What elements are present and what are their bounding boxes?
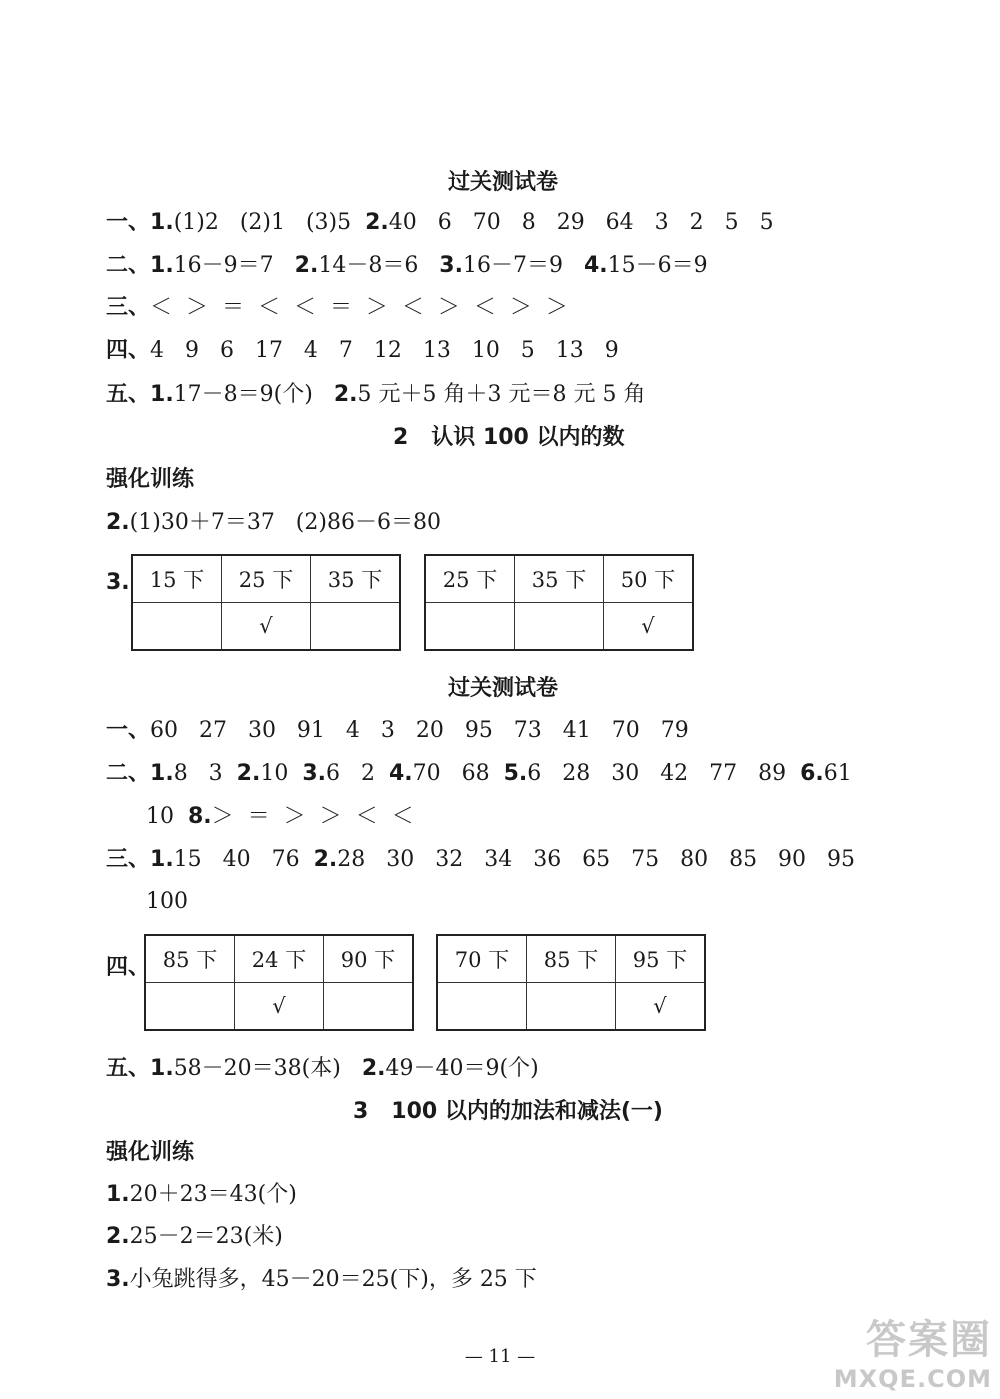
section-title: 过关测试卷 bbox=[448, 676, 559, 701]
table-mark-cell bbox=[324, 983, 414, 1031]
answer-table bbox=[144, 934, 414, 1031]
answer-table bbox=[131, 554, 401, 651]
table-header-cell: 35 下 bbox=[515, 555, 604, 603]
answer-line: 100 bbox=[146, 889, 188, 914]
table-mark-cell: √ bbox=[616, 983, 706, 1031]
answer-line: 二、1.8 3 2.10 3.6 2 4.70 68 5.6 28 30 42 77 89 6.61 bbox=[106, 761, 852, 786]
table-mark-cell: √ bbox=[222, 603, 311, 651]
question-label: 四、 bbox=[106, 955, 151, 980]
chapter-title: 3 100 以内的加法和减法(一) bbox=[353, 1099, 663, 1124]
watermark-logo: 答案圈 MXQE.COM bbox=[833, 1317, 992, 1393]
answer-line: 2.(1)30＋7＝37 (2)86－6＝80 bbox=[106, 510, 441, 535]
table-header-cell: 90 下 bbox=[324, 935, 414, 983]
table-mark-cell bbox=[132, 603, 222, 651]
table-mark-cell bbox=[425, 603, 515, 651]
table-mark-cell: √ bbox=[604, 603, 694, 651]
table-header-cell: 95 下 bbox=[616, 935, 706, 983]
table-mark-cell bbox=[515, 603, 604, 651]
table-header-cell: 85 下 bbox=[527, 935, 616, 983]
section-title: 过关测试卷 bbox=[448, 170, 559, 195]
table-header-cell: 35 下 bbox=[311, 555, 401, 603]
table-header-cell: 50 下 bbox=[604, 555, 694, 603]
answer-line: 四、4 9 6 17 4 7 12 13 10 5 13 9 bbox=[106, 338, 619, 363]
page-number: — 11 — bbox=[464, 1346, 536, 1367]
table-header-cell: 25 下 bbox=[425, 555, 515, 603]
answer-line: 一、1.(1)2 (2)1 (3)5 2.40 6 70 8 29 64 3 2 5 5 bbox=[106, 210, 774, 235]
answer-line: 三、＜ ＞ ＝ ＜ ＜ ＝ ＞ ＜ ＞ ＜ ＞ ＞ bbox=[106, 295, 568, 320]
table-header-cell: 24 下 bbox=[235, 935, 324, 983]
table-mark-cell: √ bbox=[235, 983, 324, 1031]
answer-line: 三、1.15 40 76 2.28 30 32 34 36 65 75 80 85 90 95 bbox=[106, 847, 856, 872]
answer-line: 二、1.16－9＝7 2.14－8＝6 3.16－7＝9 4.15－6＝9 bbox=[106, 253, 708, 278]
answer-table bbox=[424, 554, 694, 651]
answer-line: 1.20＋23＝43(个) bbox=[106, 1182, 297, 1207]
answer-line: 2.25－2＝23(米) bbox=[106, 1224, 283, 1249]
answer-line: 10 8.＞ ＝ ＞ ＞ ＜ ＜ bbox=[146, 804, 414, 829]
table-mark-cell bbox=[311, 603, 401, 651]
answer-line: 一、60 27 30 91 4 3 20 95 73 41 70 79 bbox=[106, 718, 689, 743]
table-header-cell: 15 下 bbox=[132, 555, 222, 603]
table-header-cell: 70 下 bbox=[437, 935, 527, 983]
subtitle: 强化训练 bbox=[106, 1140, 195, 1165]
table-header-cell: 25 下 bbox=[222, 555, 311, 603]
table-mark-cell bbox=[145, 983, 235, 1031]
table-mark-cell bbox=[437, 983, 527, 1031]
answer-line: 3.小兔跳得多，45－20＝25(下)，多 25 下 bbox=[106, 1267, 537, 1292]
answer-table bbox=[436, 934, 706, 1031]
answer-line: 五、1.58－20＝38(本) 2.49－40＝9(个) bbox=[106, 1056, 539, 1081]
question-label: 3. bbox=[106, 570, 130, 595]
answer-line: 五、1.17－8＝9(个) 2.5 元＋5 角＋3 元＝8 元 5 角 bbox=[106, 382, 646, 407]
table-header-cell: 85 下 bbox=[145, 935, 235, 983]
chapter-title: 2 认识 100 以内的数 bbox=[393, 425, 625, 450]
subtitle: 强化训练 bbox=[106, 467, 195, 492]
table-mark-cell bbox=[527, 983, 616, 1031]
